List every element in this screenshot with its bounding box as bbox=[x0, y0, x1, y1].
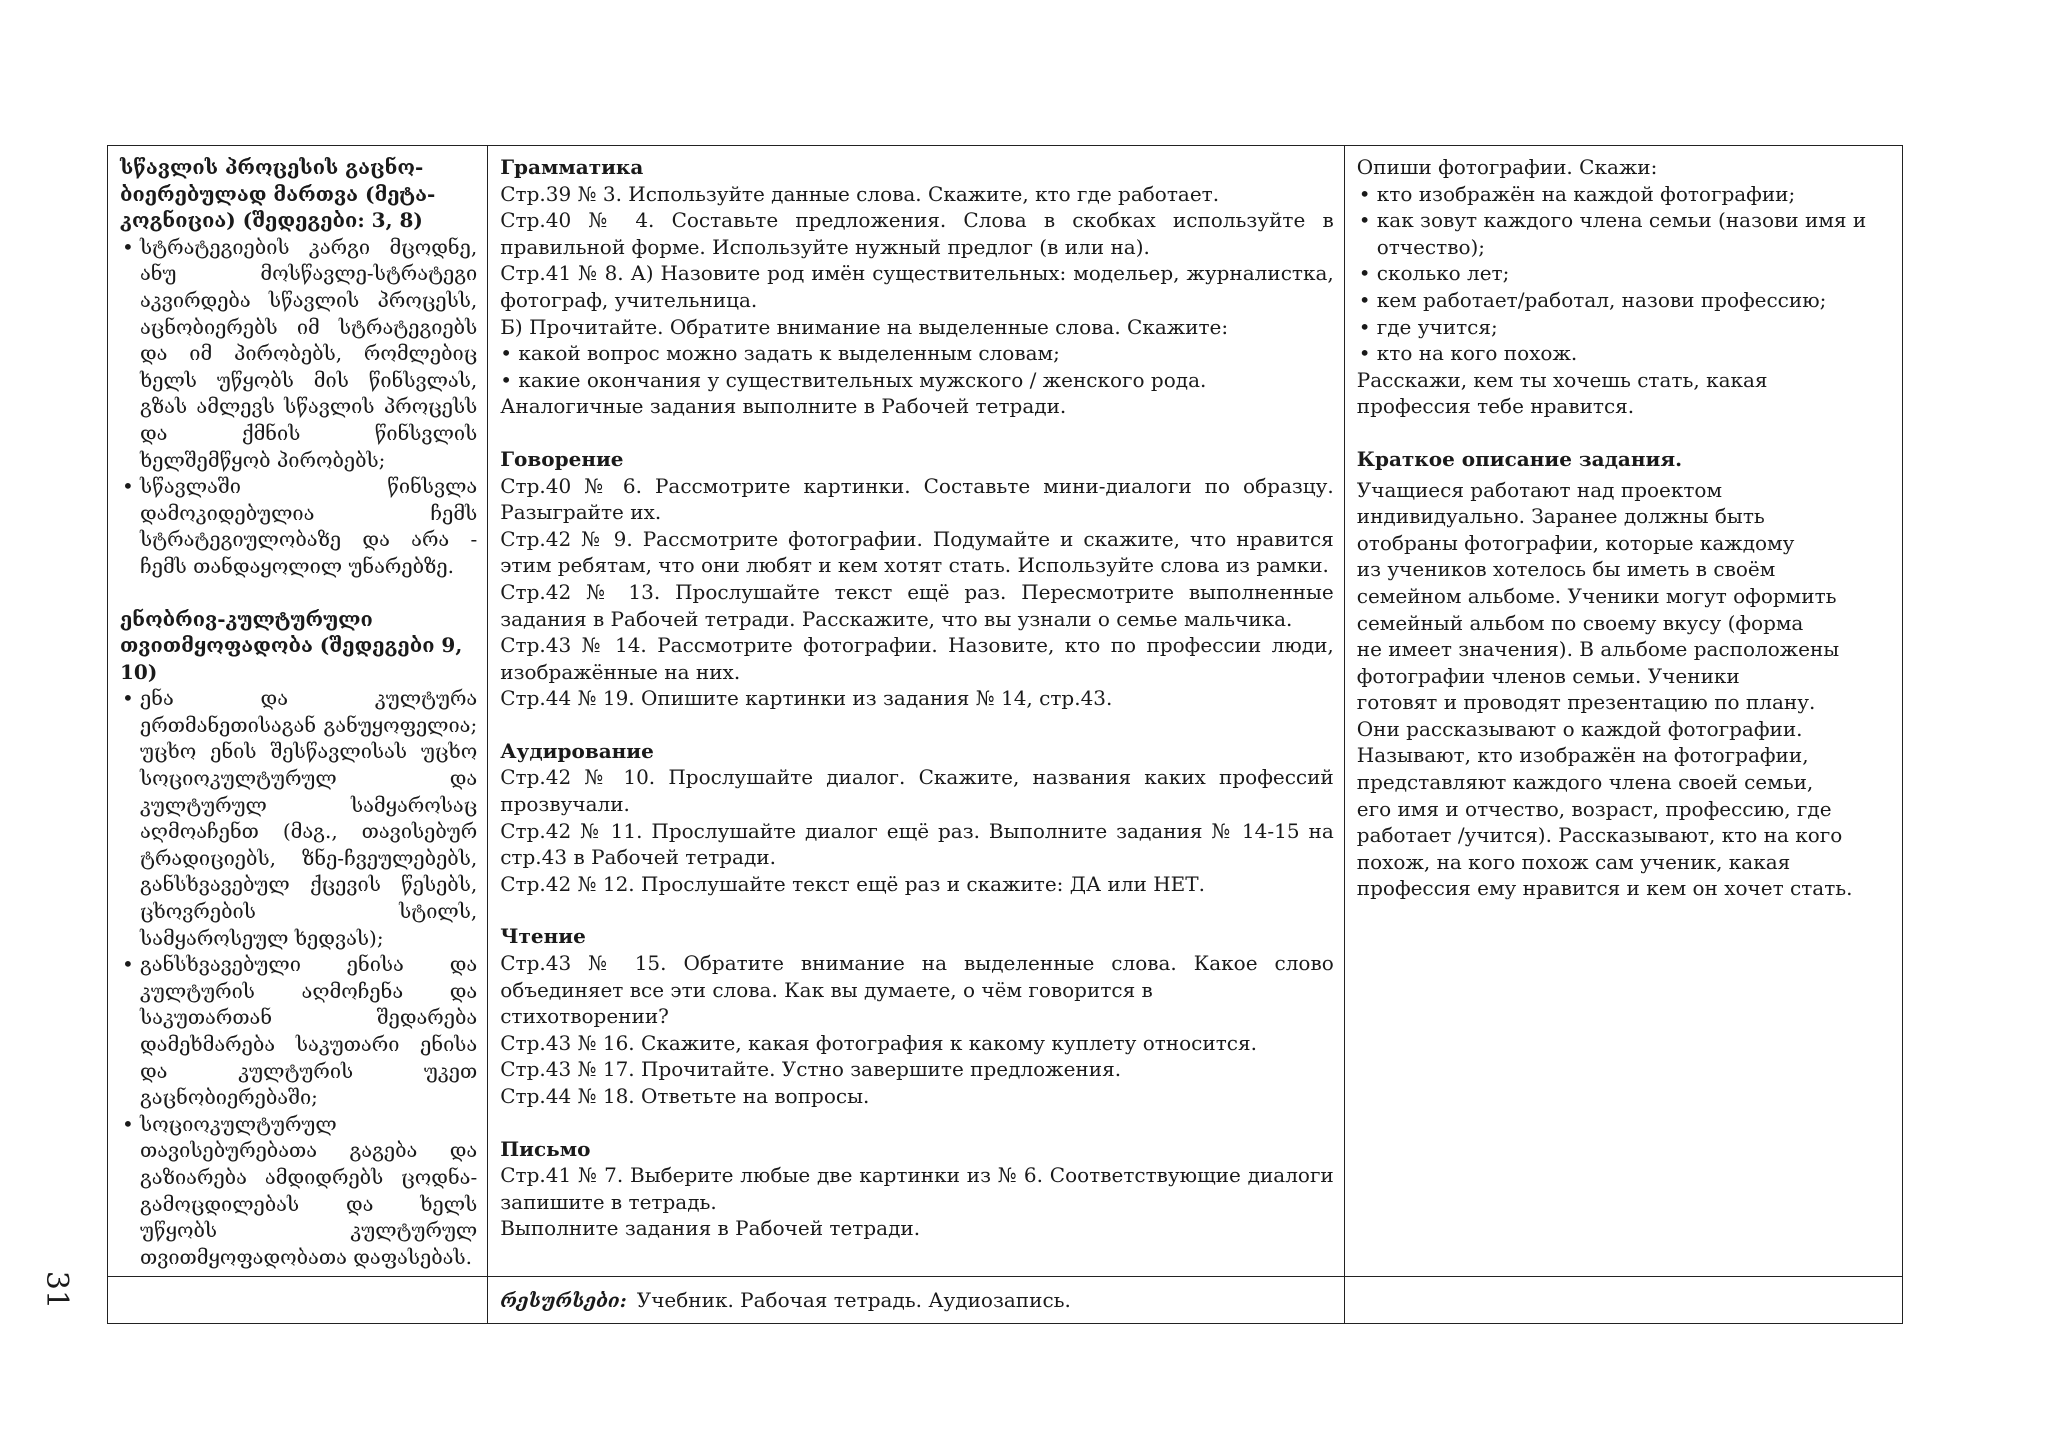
empty-cell bbox=[1344, 1277, 1902, 1324]
resources-label: რესურსები: bbox=[500, 1290, 627, 1313]
writing-block bbox=[500, 1162, 1334, 1242]
text-line: не имеет значения). В альбоме расположены bbox=[1356, 637, 1840, 662]
text-line: Стр.41 № 7. Выберите любые две картинки из № 6. Соответствующие диалоги запишите в тетрадь. bbox=[500, 1163, 1334, 1214]
text-line: индивидуально. Заранее должны быть bbox=[1356, 504, 1765, 529]
reading-title: Чтение bbox=[500, 924, 586, 949]
text-line: похож, на кого похож сам ученик, какая bbox=[1356, 849, 1791, 874]
list-item: • სტრატეგიების კარგი მცოდნე, ანუ მოსწავლე-სტრატეგი აკვირდება სწავლის პროცესს, აცნობიერებს იმ სტრატეგიებს და იმ პირობებს, რომლებიც ხელს უწყობს მის წინსვლას, გზას ამლევს სწავლის პროცესს და ქმნის წინსვლის ხელშემწყობ პირობებს; bbox=[120, 234, 477, 473]
text-line: • какие окончания у существительных мужского / женского рода. bbox=[500, 367, 1207, 392]
text-line: Стр.42 № 9. Рассмотрите фотографии. Подумайте и скажите, что нравится этим ребятам, что они любят и кем хотят стать. Используйте слова из рамки. bbox=[500, 526, 1334, 578]
text-line: его имя и отчество, возраст, профессию, где bbox=[1356, 796, 1832, 821]
list-item: • განსხვავებული ენისა და კულტურის აღმოჩენა და საკუთართან შედარება დამეხმარება საკუთარი ენისა და კულტურის უკეთ გაცნობიერებაში; bbox=[120, 951, 477, 1111]
text-line: Б) Прочитайте. Обратите внимание на выделенные слова. Скажите: bbox=[500, 314, 1229, 339]
summary-title: Краткое описание задания. bbox=[1356, 446, 1683, 471]
section1-list bbox=[120, 234, 477, 580]
resources-row bbox=[108, 1277, 1903, 1324]
text-line: стихотворении? bbox=[500, 1004, 669, 1029]
task-outro: Расскажи, кем ты хочешь стать, какая bbox=[1356, 367, 1768, 392]
text-line: Стр.43 № 17. Прочитайте. Устно завершите предложения. bbox=[500, 1057, 1122, 1082]
grammar-block bbox=[500, 181, 1334, 420]
text-line: из учеников хотелось бы иметь в своём bbox=[1356, 557, 1776, 582]
lesson-plan-table bbox=[107, 145, 1903, 1324]
list-item: • как зовут каждого члена семьи (назови имя и отчество); bbox=[1357, 207, 1892, 260]
list-item: • где учится; bbox=[1357, 314, 1892, 341]
list-item: • ენა და კულტურა ერთმანეთისაგან განუყოფელია; უცხო ენის შესწავლისას უცხო სოციოკულტურულ და კულტურულ სამყაროსაც აღმოაჩენთ (მაგ., თავისებურ ტრადიციებს, ზნე-ჩვეულებებს, განსხვავებულ ქცევის წესებს, ცხოვრების სტილს, სამყაროსეულ ხედვას); bbox=[120, 685, 477, 951]
list-item: • кем работает/работал, назови профессию; bbox=[1357, 287, 1892, 314]
text-line: Стр.44 № 19. Опишите картинки из задания № 14, стр.43. bbox=[500, 686, 1113, 711]
text-line: Стр.42 № 13. Прослушайте текст ещё раз. Пересмотрите выполненные задания в Рабочей тетради. Расскажите, что вы узнали о семье мальчика. bbox=[500, 579, 1334, 631]
speaking-block bbox=[500, 473, 1334, 712]
text-line: Стр.43 № 16. Скажите, какая фотография к какому куплету относится. bbox=[500, 1030, 1257, 1055]
text-line: Стр.42 № 12. Прослушайте текст ещё раз и скажите: ДА или НЕТ. bbox=[500, 871, 1205, 896]
text-line: • какой вопрос можно задать к выделенным словам; bbox=[500, 341, 1060, 366]
text-line: отобраны фотографии, которые каждому bbox=[1356, 530, 1795, 555]
page-number: 31 bbox=[39, 1270, 75, 1310]
text-line: Стр.44 № 18. Ответьте на вопросы. bbox=[500, 1084, 870, 1108]
text-line: семейном альбоме. Ученики могут оформить bbox=[1356, 583, 1837, 608]
text-line: Стр.39 № 3. Используйте данные слова. Скажите, кто где работает. bbox=[500, 181, 1220, 206]
text-line: готовят и проводят презентацию по плану. bbox=[1356, 690, 1816, 715]
reading-block bbox=[500, 950, 1334, 1110]
text-line: Стр.43 № 14. Рассмотрите фотографии. Назовите, кто по профессии люди, изображённые на них. bbox=[500, 633, 1334, 684]
list-item: • кто изображён на каждой фотографии; bbox=[1357, 181, 1892, 208]
text-line: Стр.42 № 11. Прослушайте диалог ещё раз. Выполните задания № 14-15 на стр.43 в Рабочей тетради. bbox=[500, 818, 1334, 870]
assessment-column bbox=[1344, 146, 1902, 1277]
text-line: Они рассказывают о каждой фотографии. bbox=[1356, 716, 1803, 741]
summary-block bbox=[1357, 477, 1892, 903]
empty-cell bbox=[108, 1277, 488, 1324]
listening-title: Аудирование bbox=[500, 738, 654, 763]
list-item: • სოციოკულტურულ თავისებურებათა გაგება და გაზიარება ამდიდრებს ცოდნა-გამოცდილებას და ხელს უწყობს კულტურულ თვითმყოფადობათა დაფასებას. bbox=[120, 1111, 477, 1271]
list-item: • сколько лет; bbox=[1357, 260, 1892, 287]
activities-column bbox=[488, 146, 1345, 1277]
grammar-title: Грамматика bbox=[500, 155, 644, 179]
text-line: Стр.41 № 8. А) Назовите род имён существительных: модельер, журналистка, фотограф, учительница. bbox=[500, 261, 1334, 312]
section1-title: სწავლის პროცესის გაცნო-ბიერებულად მართვა (მეტა-კოგნიცია) (შედეგები: 3, 8) bbox=[120, 155, 436, 233]
text-line: Стр.40 № 4. Составьте предложения. Слова в скобках используйте в правильной форме. Используйте нужный предлог (в или на). bbox=[500, 208, 1334, 259]
text-line: работает /учится). Рассказывают, кто на кого bbox=[1356, 823, 1843, 848]
list-item: • кто на кого похож. bbox=[1357, 340, 1892, 367]
text-line: Называют, кто изображён на фотографии, bbox=[1356, 743, 1809, 768]
cross-curricular-column bbox=[108, 146, 488, 1277]
text-line: профессия ему нравится и кем он хочет стать. bbox=[1356, 876, 1853, 901]
task-list bbox=[1357, 181, 1892, 367]
text-line: Выполните задания в Рабочей тетради. bbox=[500, 1216, 921, 1241]
speaking-title: Говорение bbox=[500, 446, 624, 471]
text-line: фотографии членов семьи. Ученики bbox=[1356, 663, 1740, 688]
text-line: Стр.40 № 6. Рассмотрите картинки. Составьте мини-диалоги по образцу. Разыграйте их. bbox=[500, 473, 1334, 525]
text-line: представляют каждого члена своей семьи, bbox=[1356, 770, 1814, 795]
task-intro: Опиши фотографии. Скажи: bbox=[1356, 155, 1658, 179]
text-line: Аналогичные задания выполните в Рабочей тетради. bbox=[500, 394, 1067, 419]
resources-cell bbox=[488, 1277, 1345, 1324]
list-item: • სწავლაში წინსვლა დამოკიდებულია ჩემს სტრატეგიულობაზე და არა - ჩემს თანდაყოლილ უნარებზე. bbox=[120, 473, 477, 579]
section2-title: ენობრივ-კულტურული თვითმყოფადობა (შედეგები 9, 10) bbox=[120, 606, 463, 684]
writing-title: Письмо bbox=[500, 1136, 591, 1161]
section2-list bbox=[120, 685, 477, 1270]
task-outro: профессия тебе нравится. bbox=[1356, 394, 1635, 419]
listening-block bbox=[500, 764, 1334, 897]
main-row bbox=[108, 146, 1903, 1277]
resources-text: Учебник. Рабочая тетрадь. Аудиозапись. bbox=[636, 1288, 1071, 1313]
text-line: Стр.42 № 10. Прослушайте диалог. Скажите, названия каких профессий прозвучали. bbox=[500, 765, 1334, 817]
text-line: Учащиеся работают над проектом bbox=[1356, 477, 1723, 502]
text-line: семейный альбом по своему вкусу (форма bbox=[1356, 610, 1804, 635]
text-line: Стр.43 № 15. Обратите внимание на выделенные слова. Какое слово объединяет все эти слова. Как вы думаете, о чём говорится в bbox=[500, 951, 1334, 1002]
